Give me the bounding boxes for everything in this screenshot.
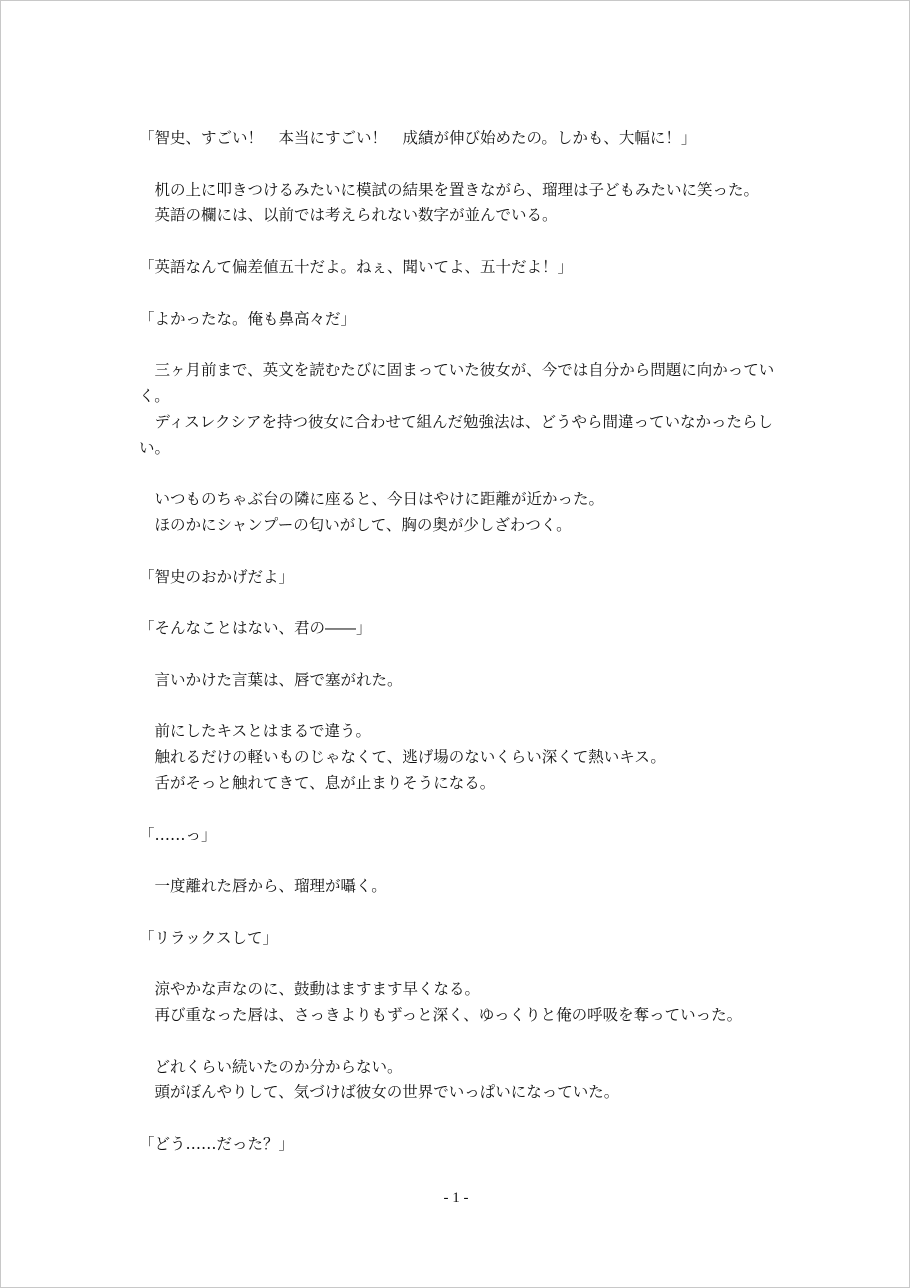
narration-line: ほのかにシャンプーの匂いがして、胸の奥が少しざわつく。 [154,515,572,534]
dialogue-line: 「そんなことはない、君の――」 [139,619,372,638]
narration-line: いつものちゃぶ台の隣に座ると、今日はやけに距離が近かった。 [154,490,605,509]
dialogue-line: 「……っ」 [139,825,217,844]
narration-line: 舌がそっと触れてきて、息が止まりそうになる。 [154,773,496,792]
narration-line: ディスレクシアを持つ彼女に合わせて組んだ勉強法は、どうやら間違っていなかったらしい。 [139,412,773,457]
narration-paragraph [139,487,789,539]
dialogue-line: 「リラックスして」 [139,928,279,947]
narration-line: 前にしたキスとはまるで違う。 [154,722,372,741]
dialogue-paragraph [139,307,789,333]
dialogue-line: 「どう……だった？」 [139,1135,295,1154]
narration-paragraph [139,1055,789,1107]
dialogue-line: 「智史、すごい！ 本当にすごい！ 成績が伸び始めたの。しかも、大幅に！」 [139,129,697,147]
narration-paragraph [139,668,789,694]
narration-line: 英語の欄には、以前では考えられない数字が並んでいる。 [154,206,558,225]
narration-paragraph [139,178,789,230]
narration-line: 涼やかな声なのに、鼓動はますます早くなる。 [154,980,481,999]
narration-line: 触れるだけの軽いものじゃなくて、逃げ場のないくらい深くて熱いキス。 [154,748,666,767]
narration-line: 三ヶ月前まで、英文を読むたびに固まっていた彼女が、今では自分から問題に向かっていく。 [139,361,775,405]
page-number: - 1 - [443,1190,469,1206]
narration-paragraph [139,719,789,796]
narration-paragraph [139,977,789,1029]
dialogue-paragraph [139,1132,789,1158]
narration-line: 言いかけた言葉は、唇で塞がれた。 [154,670,403,689]
dialogue-paragraph [139,126,789,152]
document-body [139,126,789,1184]
dialogue-paragraph [139,823,789,849]
narration-line: 頭がぼんやりして、気づけば彼女の世界でいっぱいになっていた。 [154,1083,620,1102]
narration-paragraph [139,358,789,461]
dialogue-paragraph [139,926,789,952]
dialogue-line: 「智史のおかげだよ」 [139,567,295,586]
narration-line: 一度離れた唇から、瑠理が囁く。 [154,877,387,896]
dialogue-paragraph [139,616,789,642]
dialogue-line: 「英語なんて偏差値五十だよ。ねぇ、聞いてよ、五十だよ！」 [139,257,574,276]
narration-line: 机の上に叩きつけるみたいに模試の結果を置きながら、瑠理は子どもみたいに笑った。 [154,180,760,199]
dialogue-paragraph [139,255,789,281]
dialogue-line: 「よかったな。俺も鼻高々だ」 [139,309,357,328]
narration-line: どれくらい続いたのか分からない。 [154,1057,403,1076]
dialogue-paragraph [139,565,789,591]
narration-line: 再び重なった唇は、さっきよりもずっと深く、ゆっくりと俺の呼吸を奪っていった。 [154,1006,743,1025]
narration-paragraph [139,874,789,900]
